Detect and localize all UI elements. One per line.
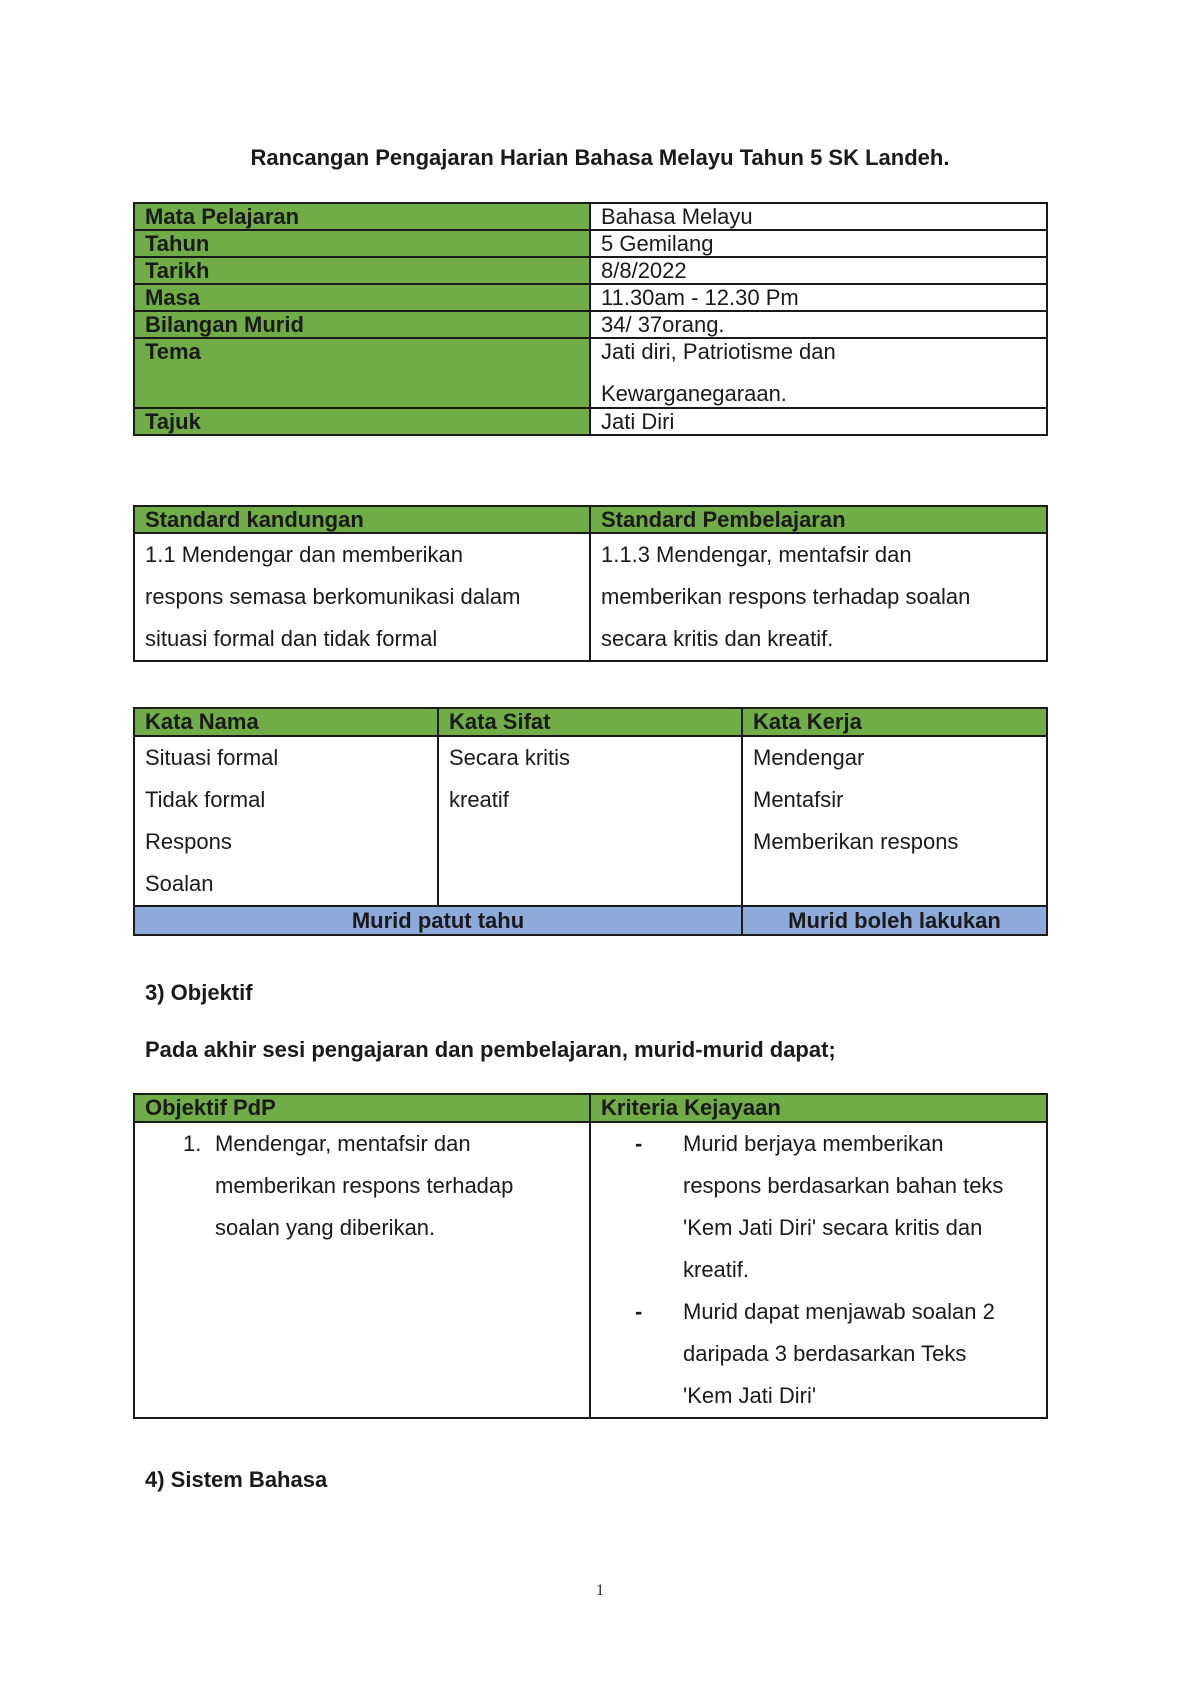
info-value: Jati Diri [590,408,1047,435]
info-value: Bahasa Melayu [590,203,1047,230]
info-label: Tajuk [134,408,590,435]
text-line: memberikan respons terhadap [215,1173,514,1198]
objektif-cell [134,1122,590,1418]
standard-table [133,505,1048,662]
column-header: Standard Pembelajaran [590,506,1047,533]
column-header: Kata Sifat [438,708,742,736]
info-label: Tarikh [134,257,590,284]
column-header: Kata Kerja [742,708,1047,736]
standard-header-row [134,506,1047,533]
kata-kerja-cell [742,736,1047,906]
text-line: situasi formal dan tidak formal [145,626,438,651]
list-item: Situasi formal [145,745,279,770]
kata-nama-cell [134,736,438,906]
text-line: 1.1.3 Mendengar, mentafsir dan [601,542,912,567]
bullet-item [601,1123,1036,1291]
info-row [134,203,1047,230]
list-item: Tidak formal [145,787,266,812]
info-row [134,230,1047,257]
info-row [134,284,1047,311]
section-heading-sistem-bahasa: 4) Sistem Bahasa [145,1467,328,1492]
objektif-body-row [134,1122,1047,1418]
list-item: kreatif [449,787,509,812]
text-line: 1.1 Mendengar dan memberikan [145,542,463,567]
info-row [134,311,1047,338]
column-header: Kata Nama [134,708,438,736]
list-item: Respons [145,829,232,854]
tema-line: Kewarganegaraan. [601,381,787,406]
standard-kandungan-cell [134,533,590,661]
info-table [133,202,1048,436]
text-line: daripada 3 berdasarkan Teks [683,1341,967,1366]
text-line: 'Kem Jati Diri' [683,1383,817,1408]
page-number: 1 [596,1582,604,1599]
kriteria-cell [590,1122,1047,1418]
murid-boleh-lakukan: Murid boleh lakukan [742,906,1047,935]
page-title: Rancangan Pengajaran Harian Bahasa Melayu Tahun 5 SK Landeh. [250,145,950,170]
text-line: 'Kem Jati Diri' secara kritis dan [683,1215,983,1240]
list-item: Secara kritis [449,745,571,770]
text-line: kreatif. [683,1257,750,1282]
column-header: Standard kandungan [134,506,590,533]
info-label: Bilangan Murid [134,311,590,338]
info-value [590,338,1047,408]
column-header: Kriteria Kejayaan [590,1094,1047,1122]
info-row [134,408,1047,435]
list-item: Soalan [145,871,214,896]
info-label: Tahun [134,230,590,257]
list-item: Memberikan respons [753,829,959,854]
info-value: 11.30am - 12.30 Pm [590,284,1047,311]
objektif-header-row [134,1094,1047,1122]
standard-pembelajaran-cell [590,533,1047,661]
text-line: soalan yang diberikan. [215,1215,436,1240]
kata-header-row [134,708,1047,736]
section-heading-objektif: 3) Objektif [145,980,253,1005]
text-line: secara kritis dan kreatif. [601,626,834,651]
murid-patut-tahu: Murid patut tahu [134,906,742,935]
objektif-table [133,1093,1048,1419]
kata-footer-row [134,906,1047,935]
text-line: respons berdasarkan bahan teks [683,1173,1004,1198]
info-row [134,257,1047,284]
info-value: 5 Gemilang [590,230,1047,257]
item-text [215,1123,513,1249]
text-line: Mendengar, mentafsir dan [215,1131,471,1156]
text-line: Murid berjaya memberikan [683,1131,944,1156]
info-label: Masa [134,284,590,311]
info-value: 34/ 37orang. [590,311,1047,338]
dash-bullet: - [635,1131,643,1156]
column-header: Objektif PdP [134,1094,590,1122]
info-value: 8/8/2022 [590,257,1047,284]
list-item: Mendengar [753,745,865,770]
info-label: Tema [134,338,590,408]
text-line: Murid dapat menjawab soalan 2 [683,1299,995,1324]
standard-body-row [134,533,1047,661]
info-row [134,338,1047,408]
numbered-item [145,1123,579,1249]
list-item: Mentafsir [753,787,844,812]
item-number: 1. [183,1131,202,1156]
bullet-item [601,1291,1036,1417]
item-text [683,1123,1003,1291]
kata-body-row [134,736,1047,906]
objektif-intro: Pada akhir sesi pengajaran dan pembelajaran, murid-murid dapat; [145,1037,836,1062]
dash-bullet: - [635,1299,643,1324]
text-line: memberikan respons terhadap soalan [601,584,971,609]
tema-line: Jati diri, Patriotisme dan [601,339,836,364]
info-label: Mata Pelajaran [134,203,590,230]
item-text [683,1291,995,1417]
kata-table [133,707,1048,936]
text-line: respons semasa berkomunikasi dalam [145,584,521,609]
kata-sifat-cell [438,736,742,906]
